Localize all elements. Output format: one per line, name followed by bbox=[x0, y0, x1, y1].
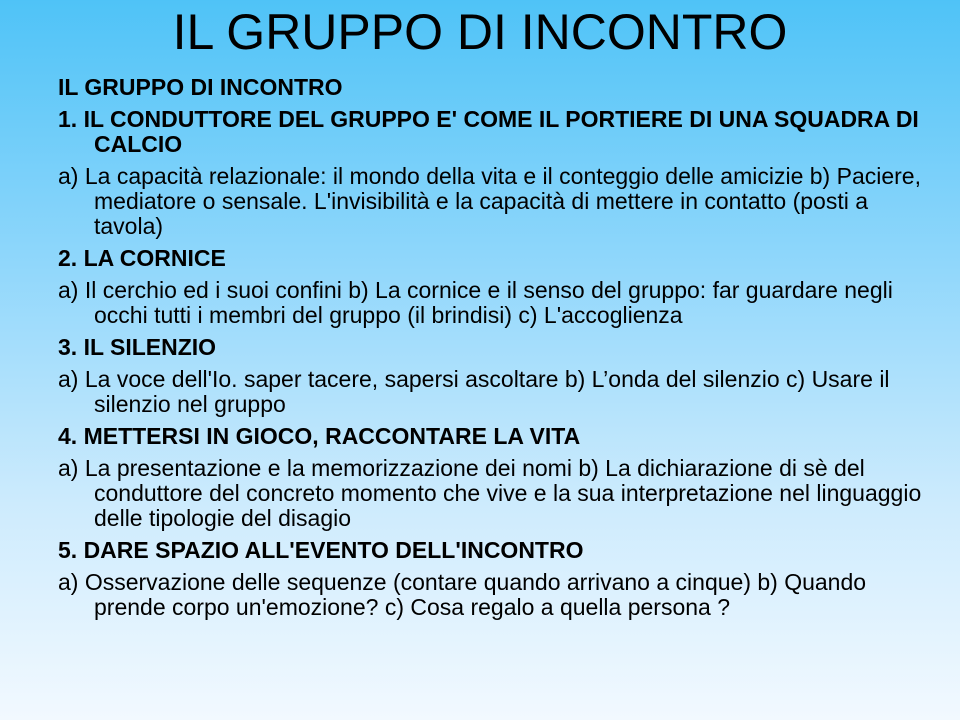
section-4-body: a) La presentazione e la memorizzazione dei nomi b) La dichiarazione di sè del conduttore del concreto momento che vive e la sua interpretazione nel linguaggio delle tipologie del disagio bbox=[58, 455, 922, 531]
subtitle-heading: IL GRUPPO DI INCONTRO bbox=[58, 74, 343, 100]
slide-title: IL GRUPPO DI INCONTRO bbox=[172, 4, 788, 60]
section-5-heading: 5. DARE SPAZIO ALL'EVENTO DELL'INCONTRO bbox=[58, 537, 584, 563]
section-5-body: a) Osservazione delle sequenze (contare quando arrivano a cinque) b) Quando prende corpo un'emozione? c) Cosa regalo a quella persona ? bbox=[58, 569, 867, 620]
section-3-heading: 3. IL SILENZIO bbox=[58, 334, 217, 360]
section-2-heading: 2. LA CORNICE bbox=[58, 245, 226, 271]
section-3-body: a) La voce dell'Io. saper tacere, sapersi ascoltare b) L’onda del silenzio c) Usare il silenzio nel gruppo bbox=[58, 366, 890, 417]
section-1-body: a) La capacità relazionale: il mondo della vita e il conteggio delle amicizie b) Paciere, mediatore o sensale. L'invisibilità e la capacità di mettere in contatto (posti a tavola) bbox=[58, 163, 921, 239]
section-1-heading: 1. IL CONDUTTORE DEL GRUPPO E' COME IL PORTIERE DI UNA SQUADRA DI CALCIO bbox=[58, 106, 919, 157]
section-2-body: a) Il cerchio ed i suoi confini b) La cornice e il senso del gruppo: far guardare negli occhi tutti i membri del gruppo (il brindisi) c) L'accoglienza bbox=[58, 277, 893, 328]
section-4-heading: 4. METTERSI IN GIOCO, RACCONTARE LA VITA bbox=[58, 423, 581, 449]
slide-content bbox=[58, 75, 938, 627]
